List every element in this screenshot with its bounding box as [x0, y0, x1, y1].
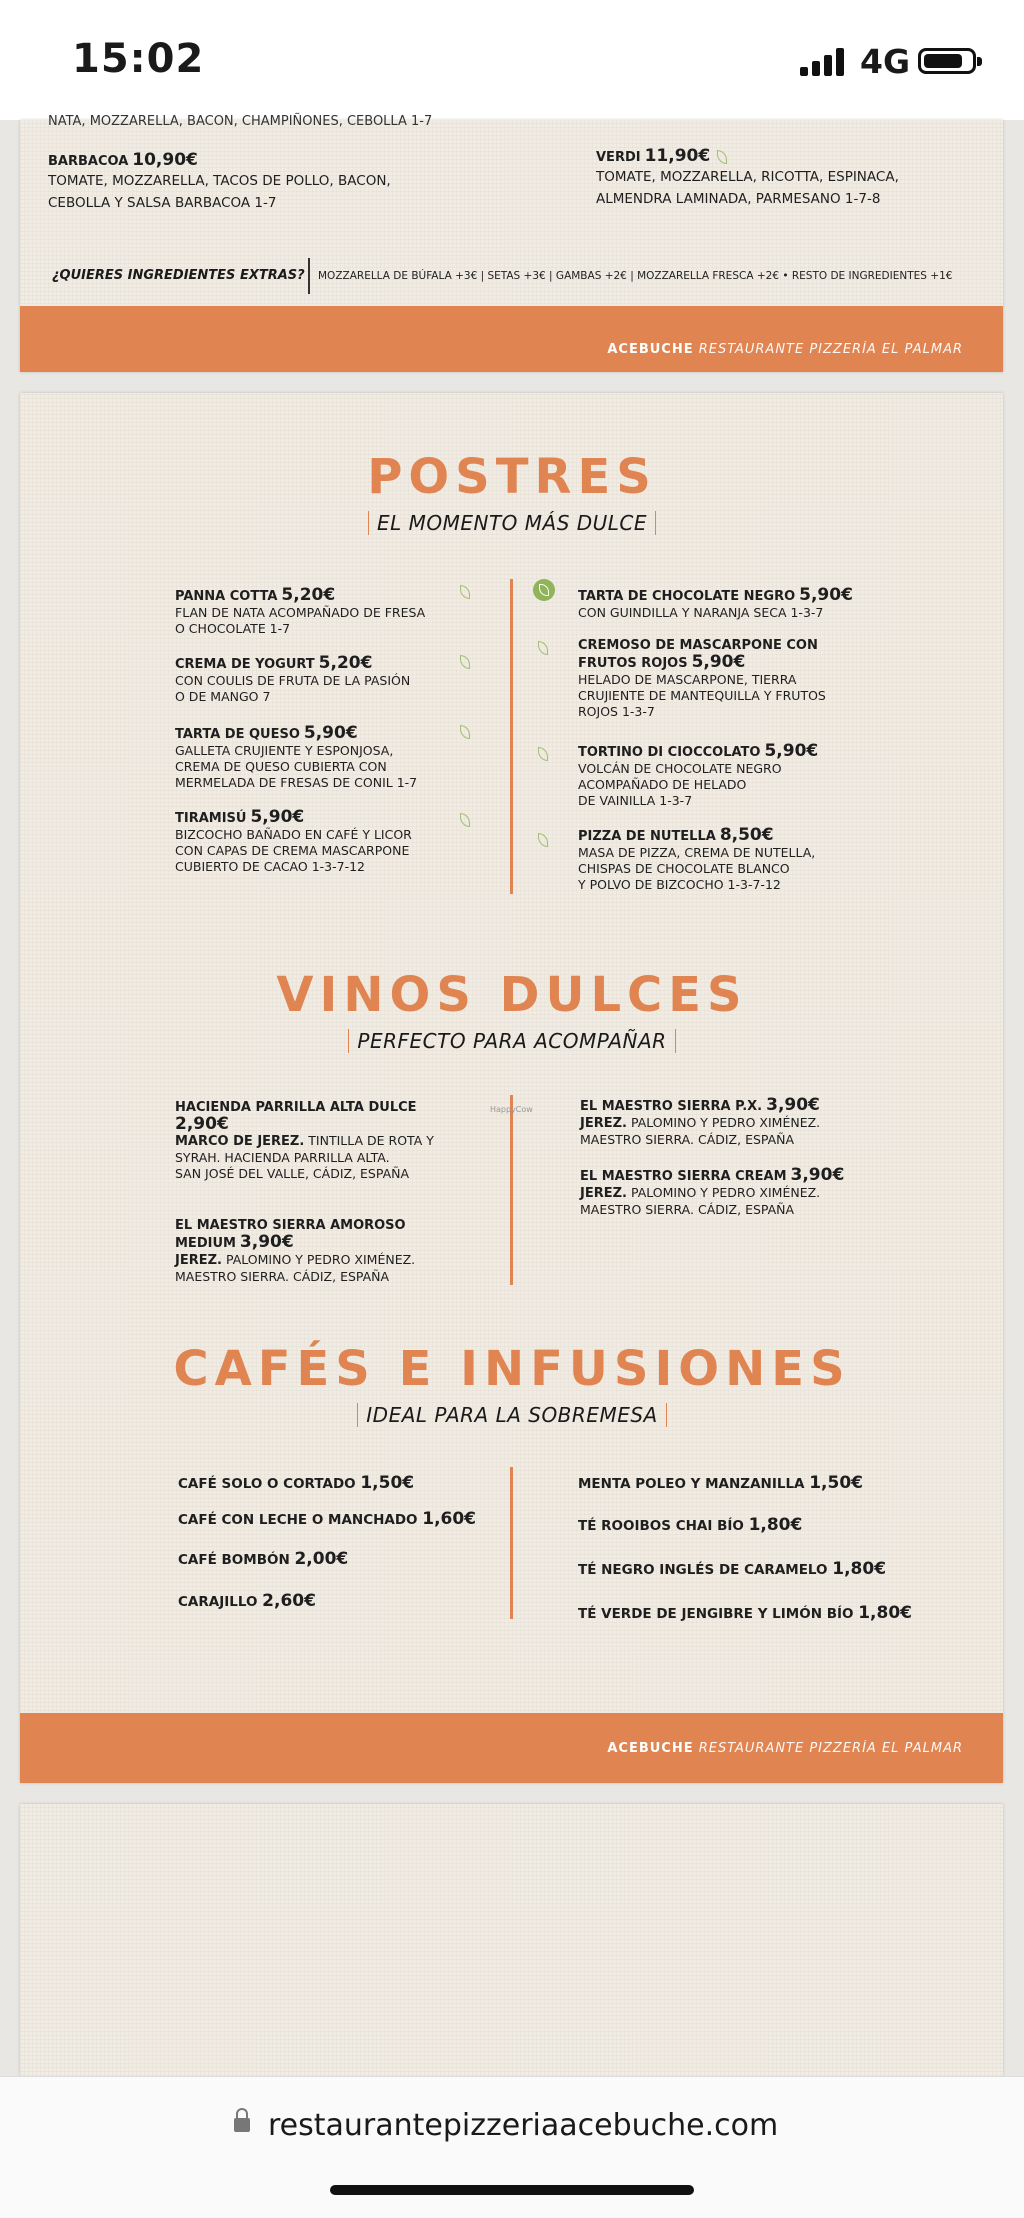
- status-bar: [0, 0, 1024, 120]
- menu-item-tiramisu: TIRAMISÚ 5,90€ BIZCOCHO BAÑADO EN CAFÉ Y LICOR CON CAPAS DE CREMA MASCARPONE CUBIERTO DE CACAO 1-3-7-12: [175, 807, 412, 874]
- menu-item-cremoso-mascarpone: CREMOSO DE MASCARPONE CON FRUTOS ROJOS 5,90€ HELADO DE MASCARPONE, TIERRA CRUJIENTE DE MANTEQUILLA Y FRUTOS ROJOS 1-3-7: [578, 638, 826, 719]
- url-text[interactable]: restaurantepizzeriaacebuche.com: [268, 2108, 779, 2143]
- extras-label: ¿QUIERES INGREDIENTES EXTRAS?: [52, 268, 305, 283]
- menu-item-cafe-leche: CAFÉ CON LECHE O MANCHADO 1,60€: [178, 1509, 477, 1529]
- menu-item-panna-cotta: PANNA COTTA 5,20€ FLAN DE NATA ACOMPAÑADO DE FRESA O CHOCOLATE 1-7: [175, 585, 426, 636]
- section-title-cafes: CAFÉS E INFUSIONES: [173, 1341, 851, 1397]
- item-desc: TOMATE, MOZZARELLA, TACOS DE POLLO, BACON,: [48, 173, 391, 189]
- vegetarian-leaf-icon: [538, 833, 548, 847]
- item-price: 10,90€: [132, 150, 198, 170]
- item-name: BARBACOA: [48, 154, 129, 169]
- item-desc: ALMENDRA LAMINADA, PARMESANO 1-7-8: [596, 191, 881, 207]
- menu-item-tarta-chocolate: TARTA DE CHOCOLATE NEGRO 5,90€ CON GUINDILLA Y NARANJA SECA 1-3-7: [578, 585, 853, 620]
- section-subtitle-vinos: PERFECTO PARA ACOMPAÑAR: [0, 1029, 1024, 1053]
- menu-item-te-verde: TÉ VERDE DE JENGIBRE Y LIMÓN BÍO 1,80€: [578, 1603, 912, 1623]
- watermark: HappyCow: [490, 1105, 533, 1114]
- vegetarian-leaf-icon: [538, 747, 548, 761]
- section-subtitle-cafes: IDEAL PARA LA SOBREMESA: [0, 1403, 1024, 1427]
- section-subtitle-postres: EL MOMENTO MÁS DULCE: [0, 511, 1024, 535]
- column-divider: [510, 579, 513, 894]
- menu-item-tarta-queso: TARTA DE QUESO 5,90€ GALLETA CRUJIENTE Y ESPONJOSA, CREMA DE QUESO CUBIERTA CON MERMELADA DE FRESAS DE CONIL 1-7: [175, 723, 418, 790]
- footer-band: [20, 1713, 1003, 1783]
- menu-item-barbacoa: [48, 152, 448, 214]
- menu-item-cafe-solo: CAFÉ SOLO O CORTADO 1,50€: [178, 1473, 415, 1493]
- extras-divider: [308, 258, 310, 294]
- menu-item-te-negro: TÉ NEGRO INGLÉS DE CARAMELO 1,80€: [578, 1559, 887, 1579]
- item-price: 11,90€: [644, 146, 711, 166]
- item-desc: TOMATE, MOZZARELLA, RICOTTA, ESPINACA,: [596, 169, 899, 185]
- menu-page-postres: [20, 393, 1003, 1783]
- extras-list: MOZZARELLA DE BÚFALA +3€ | SETAS +3€ | GAMBAS +2€ | MOZZARELLA FRESCA +2€ • RESTO DE INGREDIENTES +1€: [318, 270, 953, 282]
- menu-item-maestro-amoroso: EL MAESTRO SIERRA AMOROSO MEDIUM 3,90€ JEREZ. PALOMINO Y PEDRO XIMÉNEZ. MAESTRO SIERRA. CÁDIZ, ESPAÑA: [175, 1218, 416, 1284]
- menu-item-hacienda-parrilla: HACIENDA PARRILLA ALTA DULCE 2,90€ MARCO DE JEREZ. TINTILLA DE ROTA Y SYRAH. HACIENDA PARRILLA ALTA. SAN JOSÉ DEL VALLE, CÁDIZ, ESPAÑA: [175, 1100, 434, 1181]
- footer-brand: ACEBUCHE RESTAURANTE PIZZERÍA EL PALMAR: [607, 1741, 963, 1756]
- network-type: 4G: [860, 42, 911, 81]
- menu-item-cafe-bombon: CAFÉ BOMBÓN 2,00€: [178, 1549, 349, 1569]
- menu-item-crema-yogurt: CREMA DE YOGURT 5,20€ CON COULIS DE FRUTA DE LA PASIÓN O DE MANGO 7: [175, 653, 411, 704]
- menu-item-maestro-px: EL MAESTRO SIERRA P.X. 3,90€ JEREZ. PALOMINO Y PEDRO XIMÉNEZ. MAESTRO SIERRA. CÁDIZ, ESPAÑA: [580, 1095, 821, 1147]
- menu-item-carajillo: CARAJILLO 2,60€: [178, 1591, 316, 1611]
- battery-icon: [918, 48, 976, 74]
- menu-page-pizzas: [20, 114, 1003, 372]
- happycow-badge-icon: [533, 579, 555, 601]
- menu-item-verdi: [596, 148, 996, 210]
- vegetarian-leaf-icon: [538, 641, 548, 655]
- status-time: 15:02: [72, 36, 205, 82]
- menu-item-maestro-cream: EL MAESTRO SIERRA CREAM 3,90€ JEREZ. PALOMINO Y PEDRO XIMÉNEZ. MAESTRO SIERRA. CÁDIZ, ESPAÑA: [580, 1165, 845, 1217]
- menu-item-menta-poleo: MENTA POLEO Y MANZANILLA 1,50€: [578, 1473, 863, 1493]
- footer-band: [20, 306, 1003, 372]
- menu-item-te-rooibos: TÉ ROOIBOS CHAI BÍO 1,80€: [578, 1515, 803, 1535]
- menu-item-tortino: TORTINO DI CIOCCOLATO 5,90€ VOLCÁN DE CHOCOLATE NEGRO ACOMPAÑADO DE HELADO DE VAINILLA 1-3-7: [578, 741, 819, 808]
- item-name: VERDI: [596, 150, 641, 165]
- menu-item-pizza-nutella: PIZZA DE NUTELLA 8,50€ MASA DE PIZZA, CREMA DE NUTELLA, CHISPAS DE CHOCOLATE BLANCO Y POLVO DE BIZCOCHO 1-3-7-12: [578, 825, 816, 892]
- section-title-vinos: VINOS DULCES: [276, 967, 748, 1023]
- signal-icon: [800, 48, 850, 76]
- browser-url-bar[interactable]: [0, 2076, 1024, 2218]
- lock-icon: [234, 2118, 250, 2132]
- column-divider: [510, 1467, 513, 1619]
- footer-brand: ACEBUCHE RESTAURANTE PIZZERÍA EL PALMAR: [607, 342, 963, 357]
- section-title-postres: POSTRES: [367, 449, 657, 505]
- home-indicator[interactable]: [330, 2185, 694, 2195]
- column-divider: [510, 1095, 513, 1285]
- menu-page-next: [20, 1804, 1003, 2076]
- cut-off-text: NATA, MOZZARELLA, BACON, CHAMPIÑONES, CEBOLLA 1-7: [48, 114, 433, 129]
- item-desc: CEBOLLA Y SALSA BARBACOA 1-7: [48, 195, 277, 211]
